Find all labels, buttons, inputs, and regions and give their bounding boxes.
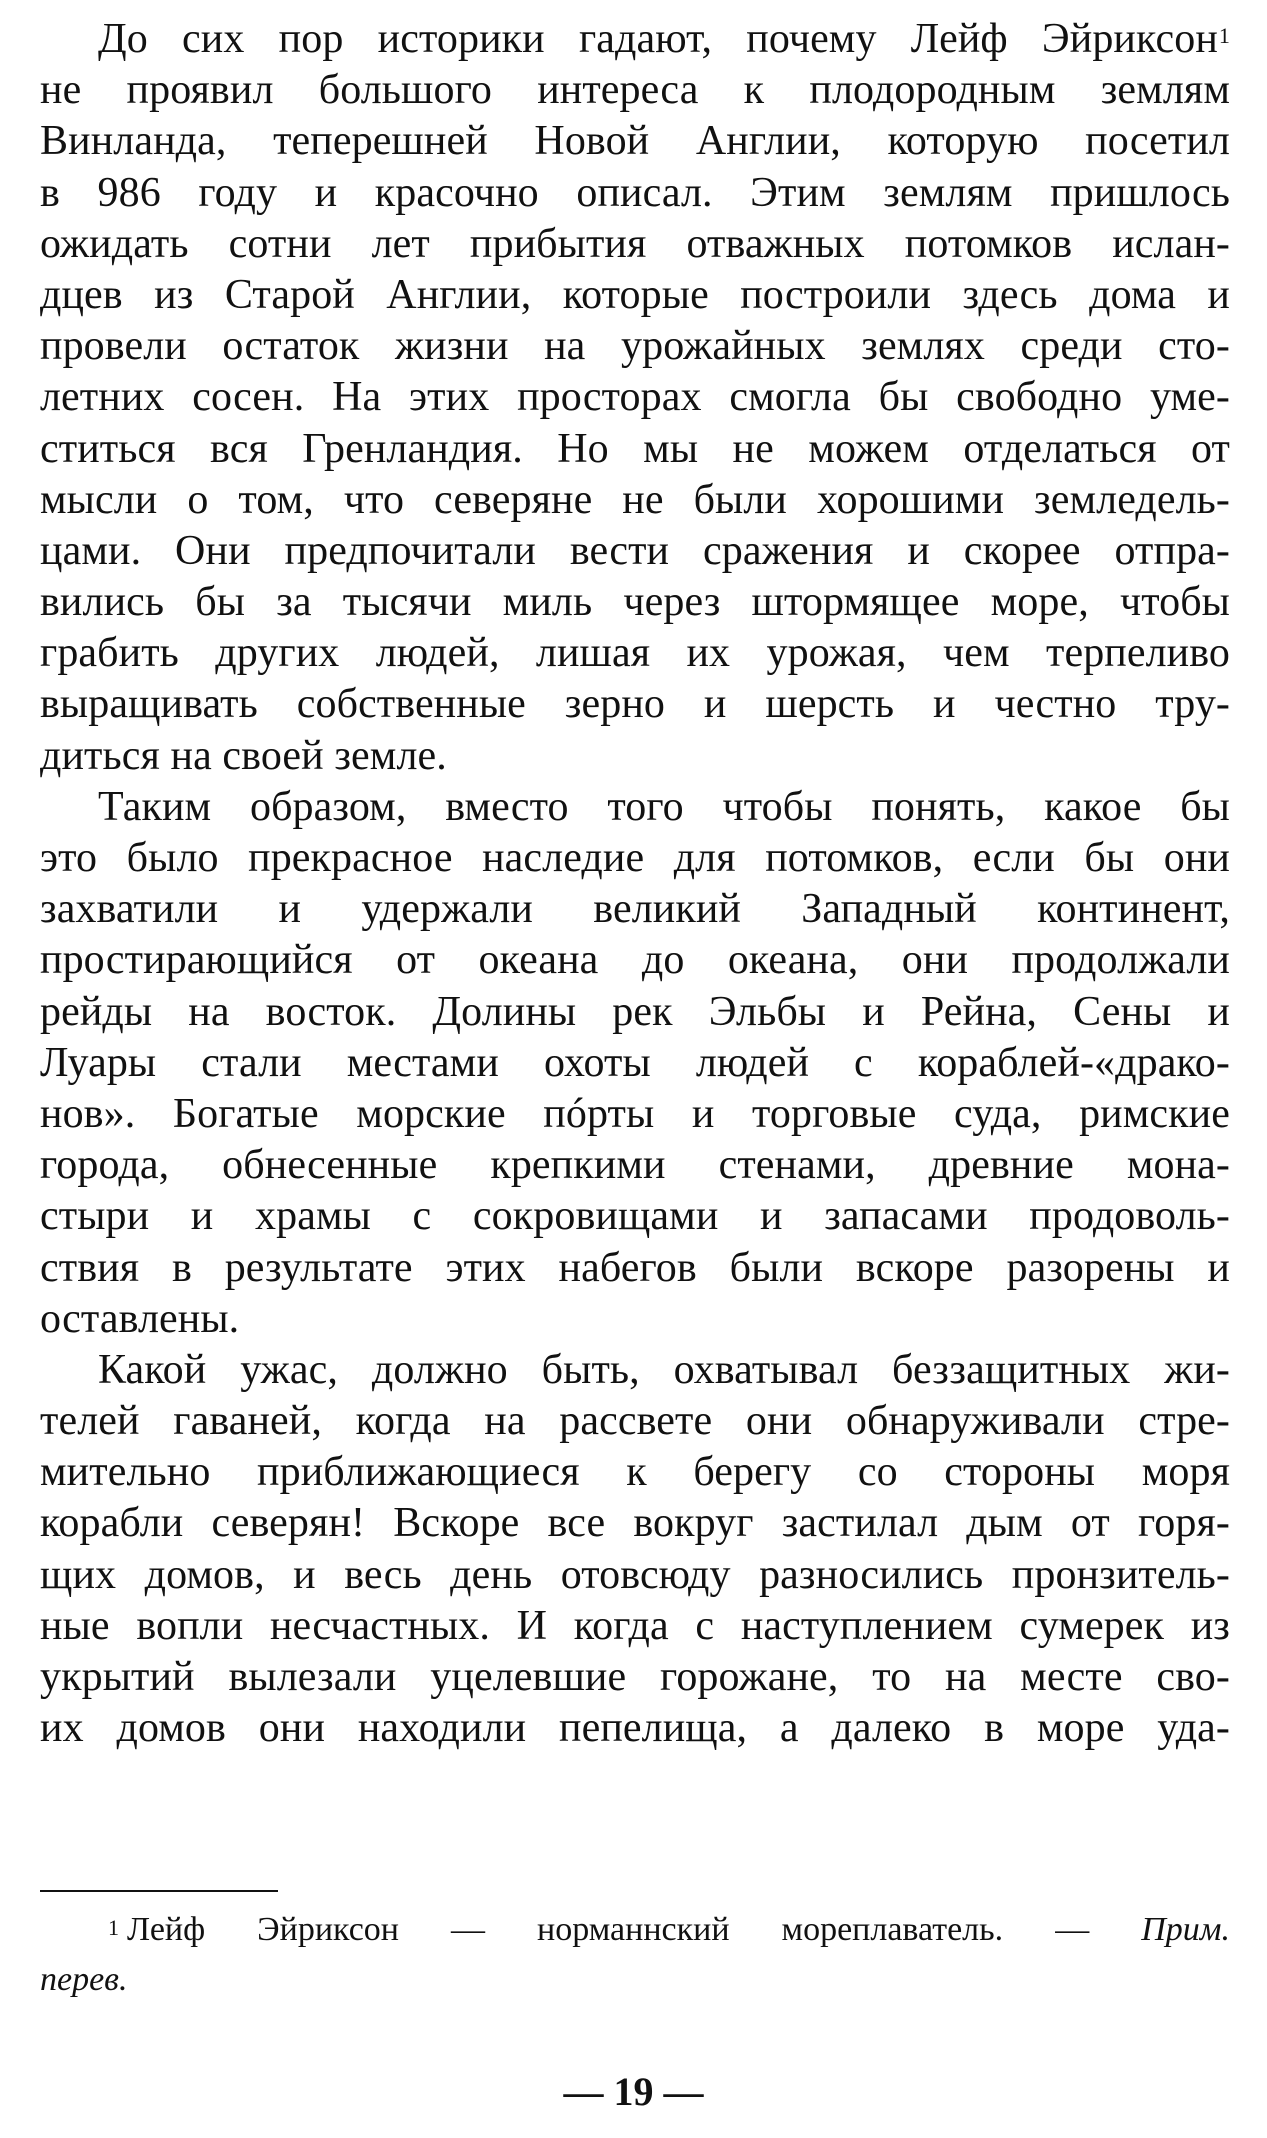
text-line-content: дцев из Старой Англии, которые построили здесь дома и <box>40 271 1230 318</box>
footnote-note-italic-continued: перев. <box>40 1961 128 1998</box>
text-line-content: цами. Они предпочитали вести сражения и скорее отпра- <box>40 527 1230 574</box>
text-line-content: нов». Богатые морские пóрты и торговые суда, римские <box>40 1090 1230 1137</box>
text-line <box>40 731 1230 782</box>
text-line-content: Какой ужас, должно быть, охватывал беззащитных жи- <box>98 1346 1230 1393</box>
page-body <box>40 14 1230 1754</box>
text-line-content: До сих пор историки гадают, почему Лейф Эйриксон <box>98 16 1218 62</box>
text-line-content: ствия в результате этих набегов были вскоре разорены и <box>40 1244 1230 1291</box>
text-line-content: телей гаваней, когда на рассвете они обнаруживали стре- <box>40 1398 1230 1445</box>
text-line <box>40 1601 1230 1652</box>
footnote <box>40 1905 1230 2005</box>
text-line <box>40 1447 1230 1498</box>
text-line <box>40 577 1230 628</box>
text-line <box>40 1396 1230 1447</box>
text-line-content: провели остаток жизни на урожайных землях среди сто- <box>40 323 1230 370</box>
text-line <box>40 1703 1230 1754</box>
text-line-content: это было прекрасное наследие для потомков, если бы они <box>40 835 1230 881</box>
text-line <box>40 14 1230 65</box>
text-line-content: захватили и удержали великий Западный континент, <box>40 886 1230 933</box>
page-number: — 19 — <box>563 2069 704 2114</box>
footnote-text: Лейф Эйриксон — норманнский мореплаватель. — <box>127 1911 1090 1948</box>
text-line <box>40 1038 1230 1089</box>
text-line-content: Винланда, теперешней Новой Англии, которую посетил <box>40 118 1230 165</box>
text-line <box>40 1140 1230 1191</box>
text-line <box>40 321 1230 372</box>
text-line-content: выращивать собственные зерно и шерсть и честно тру- <box>40 681 1230 728</box>
text-line <box>40 1652 1230 1703</box>
text-line <box>40 1550 1230 1601</box>
text-line-content: мысли о том, что северяне не были хорошими земледель- <box>40 476 1230 523</box>
text-line-content: стыри и храмы с сокровищами и запасами продоволь- <box>40 1193 1230 1240</box>
text-line <box>40 65 1230 116</box>
text-line <box>40 475 1230 526</box>
text-line <box>40 270 1230 321</box>
text-line <box>40 884 1230 935</box>
text-line-content: щих домов, и весь день отовсюду разносились пронзитель- <box>40 1551 1230 1598</box>
text-line <box>40 219 1230 270</box>
text-line-content: мительно приближающиеся к берегу со стороны моря <box>40 1449 1230 1496</box>
text-line-content: вились бы за тысячи миль через штормящее море, чтобы <box>40 579 1230 626</box>
footnote-line-1 <box>40 1905 1230 1955</box>
text-line <box>40 526 1230 577</box>
footnote-divider <box>40 1890 278 1892</box>
text-line <box>40 935 1230 986</box>
text-line-content: Таким образом, вместо того чтобы понять, какое бы <box>98 783 1230 830</box>
text-line <box>40 1345 1230 1396</box>
text-line-content: ные вопли несчастных. И когда с наступлением сумерек из <box>40 1602 1230 1649</box>
text-line-content: оставлены. <box>40 1295 240 1342</box>
footnote-line-2 <box>40 1955 1230 2005</box>
text-line <box>40 1089 1230 1140</box>
text-line-content: Луары стали местами охоты людей с кораблей-«драко- <box>40 1039 1230 1086</box>
text-line <box>40 833 1230 884</box>
text-line <box>40 116 1230 167</box>
text-line <box>40 1191 1230 1242</box>
text-line-content: укрытий вылезали уцелевшие горожане, то на месте сво- <box>40 1654 1230 1700</box>
text-line <box>40 168 1230 219</box>
text-line-content: корабли северян! Вскоре все вокруг застилал дым от горя- <box>40 1500 1230 1547</box>
text-line <box>40 372 1230 423</box>
text-line <box>40 424 1230 475</box>
footnote-note-italic: Прим. <box>1141 1911 1231 1948</box>
text-line-content: простирающийся от океана до океана, они продолжали <box>40 937 1230 984</box>
text-line <box>40 987 1230 1038</box>
text-line-content: диться на своей земле. <box>40 732 447 779</box>
text-line-content: в 986 году и красочно описал. Этим землям пришлось <box>40 169 1230 216</box>
footnote-number: 1 <box>108 1915 119 1940</box>
text-line-content: города, обнесенные крепкими стенами, древние мона- <box>40 1142 1230 1189</box>
text-line-content: грабить других людей, лишая их урожая, чем терпеливо <box>40 630 1230 677</box>
text-line-content: не проявил большого интереса к плодородным землям <box>40 67 1230 114</box>
text-line-content: летних сосен. На этих просторах смогла бы свободно уме- <box>40 374 1230 421</box>
text-line-content: их домов они находили пепелища, а далеко в море уда- <box>40 1705 1230 1752</box>
text-line-content: рейды на восток. Долины рек Эльбы и Рейна, Сены и <box>40 988 1230 1035</box>
text-line <box>40 679 1230 730</box>
text-line-content: ожидать сотни лет прибытия отважных потомков ислан- <box>40 220 1230 267</box>
text-line <box>40 1243 1230 1294</box>
text-line <box>40 1498 1230 1549</box>
footnote-reference: 1 <box>1218 23 1230 48</box>
text-line <box>40 628 1230 679</box>
text-line <box>40 1294 1230 1345</box>
text-line <box>40 782 1230 833</box>
text-line-content: ститься вся Гренландия. Но мы не можем отделаться от <box>40 425 1230 472</box>
